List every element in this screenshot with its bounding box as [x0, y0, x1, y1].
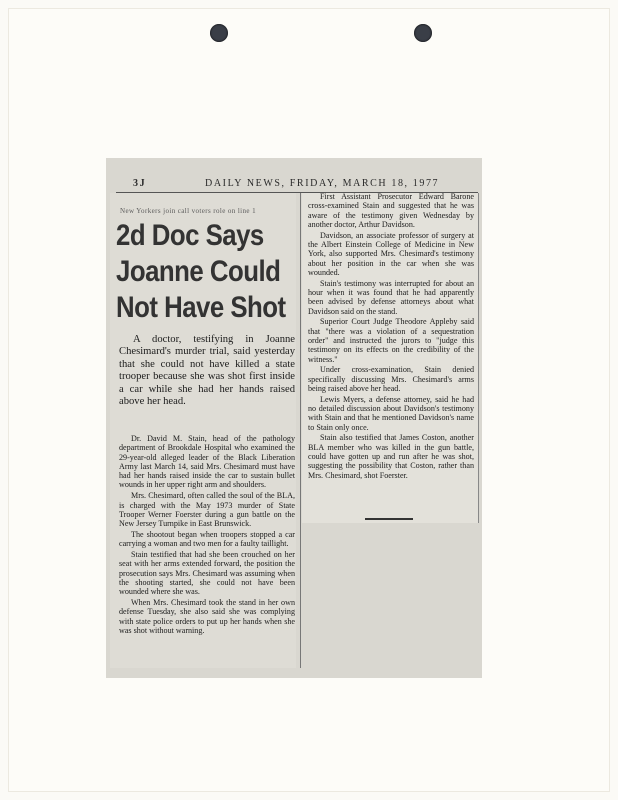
headline-line-3: Not Have Shot — [116, 291, 286, 324]
headline-line-1: 2d Doc Says — [116, 219, 264, 252]
article-paragraph: Mrs. Chesimard, often called the soul of the BLA, is charged with the May 1973 murder of State Trooper Werner Foerster during a gun battle on the New Jersey Turnpike in East Brunswick. — [119, 491, 295, 529]
article-paragraph: First Assistant Prosecutor Edward Barone cross-examined Stain and suggested that he was aware of the testimony given Wednesday by another doctor, Arthur Davidson. — [308, 192, 474, 229]
article-body-right — [308, 192, 474, 481]
article-body-left — [119, 434, 295, 637]
lede-paragraph: A doctor, testifying in Joanne Chesimard's murder trial, said yesterday that she could not have killed a state trooper because she was shot first inside a car while she had her hands raised above her head. — [119, 334, 295, 408]
article-paragraph: Lewis Myers, a defense attorney, said he had no detailed discussion about Davidson's testimony with Stain and that he mentioned Davidson's name to Stain only once. — [308, 394, 474, 432]
headline — [116, 218, 286, 326]
headline-line-2: Joanne Could — [116, 255, 281, 288]
article-end-mark — [365, 518, 413, 520]
article-paragraph: The shootout began when troopers stopped a car carrying a woman and two men for a faulty taillight. — [119, 529, 295, 549]
article-paragraph: Superior Court Judge Theodore Appleby said that "there was a violation of a sequestration order" and instructed the jurors to "judge this testimony on its effects on the credibility of the witness." — [308, 317, 474, 364]
article-paragraph: Stain testified that had she been crouched on her seat with her arms extended forward, the position the prosecution says Mrs. Chesimard was assuming when the shooting started, she could not have been wounded where she was. — [119, 550, 295, 597]
column-divider — [300, 193, 301, 668]
binder-hole-right — [414, 24, 432, 42]
article-paragraph: Dr. David M. Stain, head of the pathology department of Brookdale Hospital who examined the 29-year-old alleged leader of the Black Liberation Army last March 14, said Mrs. Chesimard must have had her hands raised inside the car to sustain bullet wounds in her upper right arm and shoulders. — [119, 434, 295, 490]
masthead — [133, 178, 473, 192]
article-paragraph: Davidson, an associate professor of surgery at the Albert Einstein College of Medicine in New York, also supported Mrs. Chesimard's testimony about her position in the car when she was wounded. — [308, 230, 474, 277]
kicker-line: New Yorkers join call voters role on line 1 — [120, 207, 256, 215]
article-paragraph: Stain also testified that James Coston, another BLA member who was killed in the gun battle, could have gotten up and run after he was shot, suggesting the possibility that Coston, rather than Mrs. Chesimard, shot Foerster. — [308, 433, 474, 480]
date-line: DAILY NEWS, FRIDAY, MARCH 18, 1977 — [205, 178, 440, 189]
article-paragraph: Under cross-examination, Stain denied specifically discussing Mrs. Chesimard's arms being raised above her head. — [308, 365, 474, 393]
binder-hole-left — [210, 24, 228, 42]
article-paragraph: When Mrs. Chesimard took the stand in her own defense Tuesday, she also said she was complying with state police orders to put up her hands when she was shot without warning. — [119, 598, 295, 635]
article-paragraph: Stain's testimony was interrupted for about an hour when it was found that he had apparently been advised by defense attorneys about what Davidson said on the stand. — [308, 278, 474, 316]
page-number: 3J — [133, 178, 147, 189]
